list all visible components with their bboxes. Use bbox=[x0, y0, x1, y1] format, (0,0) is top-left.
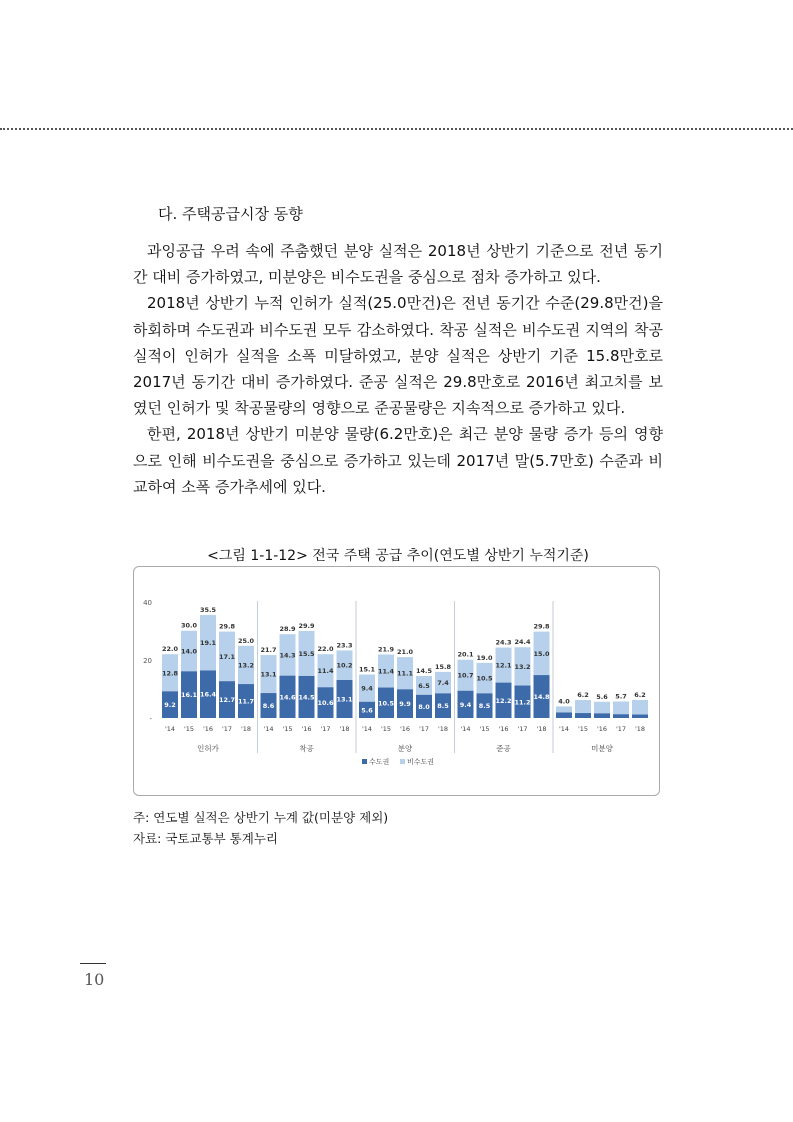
group-label: 미분양 bbox=[591, 744, 613, 753]
x-tick-label: '14 bbox=[164, 725, 176, 733]
x-tick-label: '18 bbox=[536, 725, 547, 733]
total-label: 21.9 bbox=[377, 645, 395, 654]
non-capital-label: 10.7 bbox=[457, 671, 474, 680]
total-label: 5.6 bbox=[596, 692, 608, 701]
capital-label: 10.5 bbox=[377, 699, 395, 708]
total-label: 6.2 bbox=[634, 691, 646, 700]
x-tick-label: '18 bbox=[339, 725, 350, 733]
x-tick-label: '17 bbox=[418, 725, 430, 733]
non-capital-label: 12.8 bbox=[161, 669, 179, 678]
x-tick-label: '17 bbox=[320, 725, 331, 733]
group-label: 분양 bbox=[397, 744, 413, 753]
capital-label: 14.5 bbox=[298, 693, 315, 702]
non-capital-label: 17.1 bbox=[218, 652, 236, 661]
figure-caption: <그림 1-1-12> 전국 주택 공급 추이(연도별 상반기 누적기준) bbox=[207, 548, 589, 564]
non-capital-label: 10.5 bbox=[476, 674, 493, 683]
paragraph: 2018년 상반기 누적 인허가 실적(25.0만건)은 전년 동기간 수준(29.8만건)을 하회하며 수도권과 비수도권 모두 감소하였다. 착공 실적은 비수도권 지역의 착공 실적이 인허가 실적을 소폭 미달하였고, 분양 실적은 상반기 기준 15.8만호로 2017년 동기간 대비 증가하였다. 준공 실적은 29.8만호로 2016년 최고치를 보였던 인허가 및 착공물량의 영향으로 준공물량은 지속적으로 증가하고 있다. bbox=[133, 294, 663, 418]
x-tick-label: '16 bbox=[596, 725, 608, 733]
total-label: 29.8 bbox=[533, 622, 550, 631]
capital-label: 11.2 bbox=[514, 698, 531, 707]
chart-container bbox=[133, 566, 660, 796]
total-label: 15.8 bbox=[434, 662, 452, 671]
non-capital-label: 15.0 bbox=[533, 649, 550, 658]
capital-label: 10.6 bbox=[317, 699, 334, 708]
body-text bbox=[133, 238, 663, 500]
group-label: 착공 bbox=[299, 744, 314, 753]
y-tick-label: - bbox=[149, 715, 152, 723]
total-label: 20.1 bbox=[457, 650, 474, 659]
total-label: 28.9 bbox=[279, 625, 296, 634]
total-label: 6.2 bbox=[577, 691, 589, 700]
x-tick-label: '18 bbox=[634, 725, 646, 733]
bar-non-capital bbox=[632, 700, 648, 715]
housing-supply-chart bbox=[134, 567, 661, 797]
x-tick-label: '18 bbox=[437, 725, 449, 733]
section-title: 다. 주택공급시장 동향 bbox=[158, 205, 303, 223]
non-capital-label: 11.1 bbox=[396, 669, 414, 678]
x-tick-label: '17 bbox=[517, 725, 528, 733]
total-label: 23.3 bbox=[336, 641, 353, 650]
paragraph: 한편, 2018년 상반기 미분양 물량(6.2만호)은 최근 분양 물량 증가 등의 영향으로 인해 비수도권을 중심으로 증가하고 있는데 2017년 말(5.7만호) 수준과 비교하여 소폭 증가추세에 있다. bbox=[133, 425, 663, 496]
capital-label: 9.9 bbox=[399, 700, 411, 709]
bar-non-capital bbox=[575, 700, 591, 713]
non-capital-label: 14.0 bbox=[180, 647, 198, 656]
total-label: 30.0 bbox=[180, 621, 198, 630]
bar-capital bbox=[594, 713, 610, 718]
capital-label: 14.6 bbox=[279, 693, 296, 702]
total-label: 4.0 bbox=[558, 697, 570, 706]
bar-capital bbox=[575, 713, 591, 718]
x-tick-label: '16 bbox=[202, 725, 214, 733]
x-tick-label: '14 bbox=[558, 725, 570, 733]
bar-non-capital bbox=[556, 706, 572, 712]
bar-non-capital bbox=[594, 702, 610, 714]
non-capital-label: 9.4 bbox=[361, 684, 373, 693]
paragraph: 과잉공급 우려 속에 주춤했던 분양 실적은 2018년 상반기 기준으로 전년 동기간 대비 증가하였고, 미분양은 비수도권을 중심으로 점차 증가하고 있다. bbox=[133, 242, 663, 287]
total-label: 21.7 bbox=[260, 646, 277, 655]
total-label: 29.8 bbox=[218, 622, 236, 631]
group-label: 인허가 bbox=[197, 744, 219, 753]
total-label: 21.0 bbox=[396, 648, 414, 657]
x-tick-label: '16 bbox=[301, 725, 312, 733]
non-capital-label: 13.2 bbox=[237, 661, 255, 670]
total-label: 15.1 bbox=[358, 665, 376, 674]
capital-label: 8.0 bbox=[418, 702, 430, 711]
capital-label: 8.6 bbox=[262, 702, 275, 711]
x-tick-label: '15 bbox=[479, 725, 490, 733]
total-label: 35.5 bbox=[199, 606, 217, 615]
capital-label: 16.1 bbox=[180, 691, 198, 700]
non-capital-label: 7.4 bbox=[437, 679, 449, 688]
x-tick-label: '16 bbox=[498, 725, 509, 733]
bar-capital bbox=[613, 714, 629, 718]
capital-label: 13.1 bbox=[336, 695, 353, 704]
non-capital-label: 11.4 bbox=[317, 667, 334, 676]
x-tick-label: '15 bbox=[380, 725, 392, 733]
non-capital-label: 6.5 bbox=[418, 681, 430, 690]
total-label: 24.4 bbox=[514, 638, 531, 647]
x-tick-label: '15 bbox=[282, 725, 293, 733]
total-label: 25.0 bbox=[237, 636, 255, 645]
header-dotted-rule bbox=[0, 128, 793, 130]
x-tick-label: '17 bbox=[221, 725, 233, 733]
capital-label: 12.2 bbox=[495, 696, 512, 705]
capital-label: 12.7 bbox=[218, 696, 236, 705]
x-tick-label: '17 bbox=[615, 725, 627, 733]
capital-label: 11.7 bbox=[237, 697, 255, 706]
capital-label: 8.5 bbox=[437, 702, 449, 711]
total-label: 22.0 bbox=[161, 645, 179, 654]
legend-label-non-capital: 비수도권 bbox=[407, 758, 435, 766]
capital-label: 16.4 bbox=[199, 690, 217, 699]
capital-label: 9.2 bbox=[164, 701, 176, 710]
non-capital-label: 14.3 bbox=[279, 651, 296, 660]
legend-swatch-capital bbox=[362, 759, 367, 764]
x-tick-label: '15 bbox=[577, 725, 589, 733]
chart-note: 주: 연도별 실적은 상반기 누계 값(미분양 제외) bbox=[133, 810, 389, 825]
page-number: 10 bbox=[84, 970, 105, 989]
total-label: 5.7 bbox=[615, 692, 627, 701]
non-capital-label: 12.1 bbox=[495, 661, 512, 670]
capital-label: 9.4 bbox=[459, 700, 472, 709]
x-tick-label: '14 bbox=[460, 725, 471, 733]
bar-capital bbox=[632, 715, 648, 718]
page-number-rule bbox=[80, 963, 106, 964]
x-tick-label: '14 bbox=[263, 725, 274, 733]
non-capital-label: 13.1 bbox=[260, 670, 277, 679]
total-label: 29.9 bbox=[298, 622, 315, 630]
x-tick-label: '16 bbox=[399, 725, 411, 733]
bar-non-capital bbox=[613, 701, 629, 714]
y-tick-label: 40 bbox=[143, 599, 152, 607]
capital-label: 14.8 bbox=[533, 693, 550, 702]
x-tick-label: '18 bbox=[240, 725, 252, 733]
total-label: 24.3 bbox=[495, 638, 512, 647]
capital-label: 5.6 bbox=[361, 706, 373, 715]
total-label: 22.0 bbox=[317, 645, 334, 654]
y-tick-label: 20 bbox=[143, 657, 152, 665]
legend-swatch-non-capital bbox=[400, 759, 405, 764]
legend-label-capital: 수도권 bbox=[369, 758, 390, 766]
non-capital-label: 10.2 bbox=[336, 661, 353, 670]
total-label: 14.5 bbox=[415, 666, 433, 675]
chart-source: 자료: 국토교통부 통계누리 bbox=[133, 831, 278, 846]
non-capital-label: 15.5 bbox=[298, 649, 315, 658]
x-tick-label: '15 bbox=[183, 725, 195, 733]
x-tick-label: '14 bbox=[361, 725, 373, 733]
group-label: 준공 bbox=[496, 744, 511, 753]
total-label: 19.0 bbox=[476, 653, 493, 662]
capital-label: 8.5 bbox=[478, 702, 491, 711]
non-capital-label: 11.4 bbox=[377, 667, 395, 676]
non-capital-label: 13.2 bbox=[514, 662, 531, 671]
non-capital-label: 19.1 bbox=[199, 639, 217, 648]
bar-capital bbox=[556, 712, 572, 718]
